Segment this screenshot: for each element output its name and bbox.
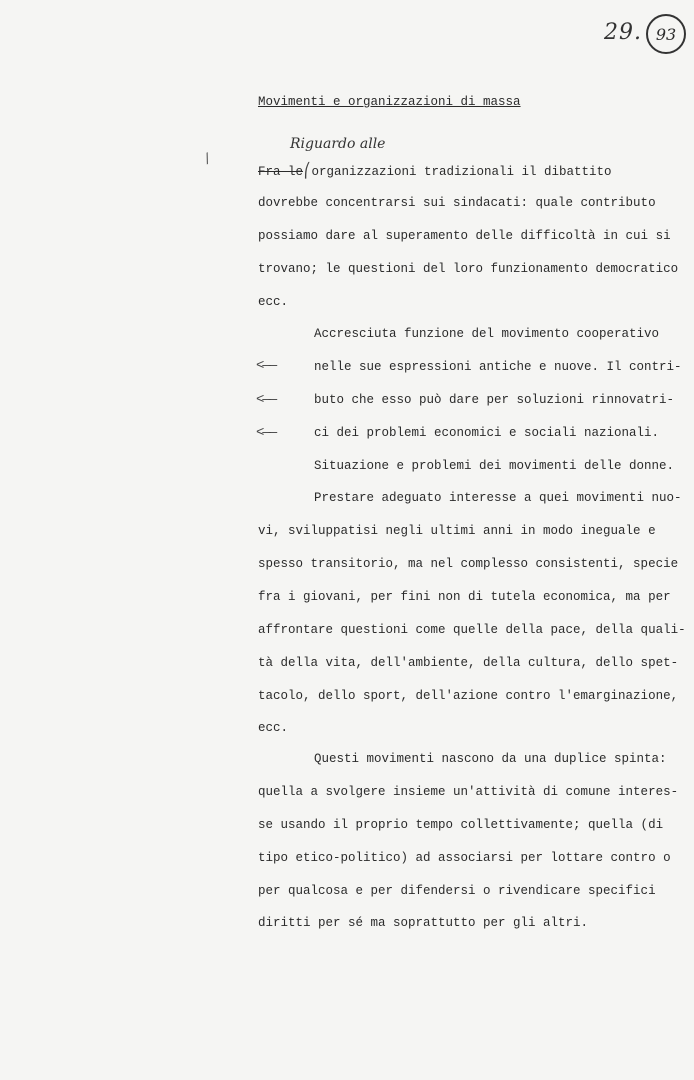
text-line: affrontare questioni come quelle della pace, della quali-	[258, 623, 686, 637]
margin-tick-mark: /	[200, 150, 216, 170]
text-line: possiamo dare al superamento delle difficoltà in cui si	[258, 229, 671, 243]
struck-text: Fra le	[258, 165, 304, 179]
text-line: tà della vita, dell'ambiente, della cultura, dello spet-	[258, 656, 679, 670]
text-line: tipo etico-politico) ad associarsi per lottare contro o	[258, 851, 671, 865]
text-line: per qualcosa e per difendersi o rivendicare specifici	[258, 884, 656, 898]
text-line-1: Fra le⎛organizzazioni tradizionali il dibattito	[258, 164, 612, 180]
page-number: 29.	[604, 20, 642, 45]
text-line: quella a svolgere insieme un'attività di comune interes-	[258, 785, 679, 799]
margin-arrow-icon: <——	[256, 358, 276, 374]
text-line: Prestare adeguato interesse a quei movimenti nuo-	[314, 491, 682, 505]
text-line: ecc.	[258, 295, 289, 309]
text-line: se usando il proprio tempo collettivamente; quella (di	[258, 818, 664, 832]
section-title: Movimenti e organizzazioni di massa	[258, 95, 521, 109]
margin-arrow-icon: <——	[256, 392, 276, 408]
page-number-circled: 93	[646, 14, 686, 54]
text-line: spesso transitorio, ma nel complesso consistenti, specie	[258, 557, 679, 571]
text-line: diritti per sé ma soprattutto per gli altri.	[258, 916, 589, 930]
handwritten-insert: Riguardo alle	[290, 136, 386, 152]
text-line: vi, sviluppatisi negli ultimi anni in modo ineguale e	[258, 524, 656, 538]
margin-arrow-icon: <——	[256, 425, 276, 441]
text-line: ci dei problemi economici e sociali nazionali.	[314, 426, 660, 440]
text-line: ecc.	[258, 721, 289, 735]
text-line: Situazione e problemi dei movimenti delle donne.	[314, 459, 675, 473]
text-line: buto che esso può dare per soluzioni rinnovatri-	[314, 393, 675, 407]
text-line: Accresciuta funzione del movimento cooperativo	[314, 327, 660, 341]
text-line: dovrebbe concentrarsi sui sindacati: quale contributo	[258, 196, 656, 210]
text-line: fra i giovani, per fini non di tutela economica, ma per	[258, 590, 671, 604]
text-line: tacolo, dello sport, dell'azione contro l'emarginazione,	[258, 689, 679, 703]
text-line: Questi movimenti nascono da una duplice spinta:	[314, 752, 667, 766]
text-line: nelle sue espressioni antiche e nuove. Il contri-	[314, 360, 682, 374]
text-line: trovano; le questioni del loro funzionamento democratico	[258, 262, 679, 276]
